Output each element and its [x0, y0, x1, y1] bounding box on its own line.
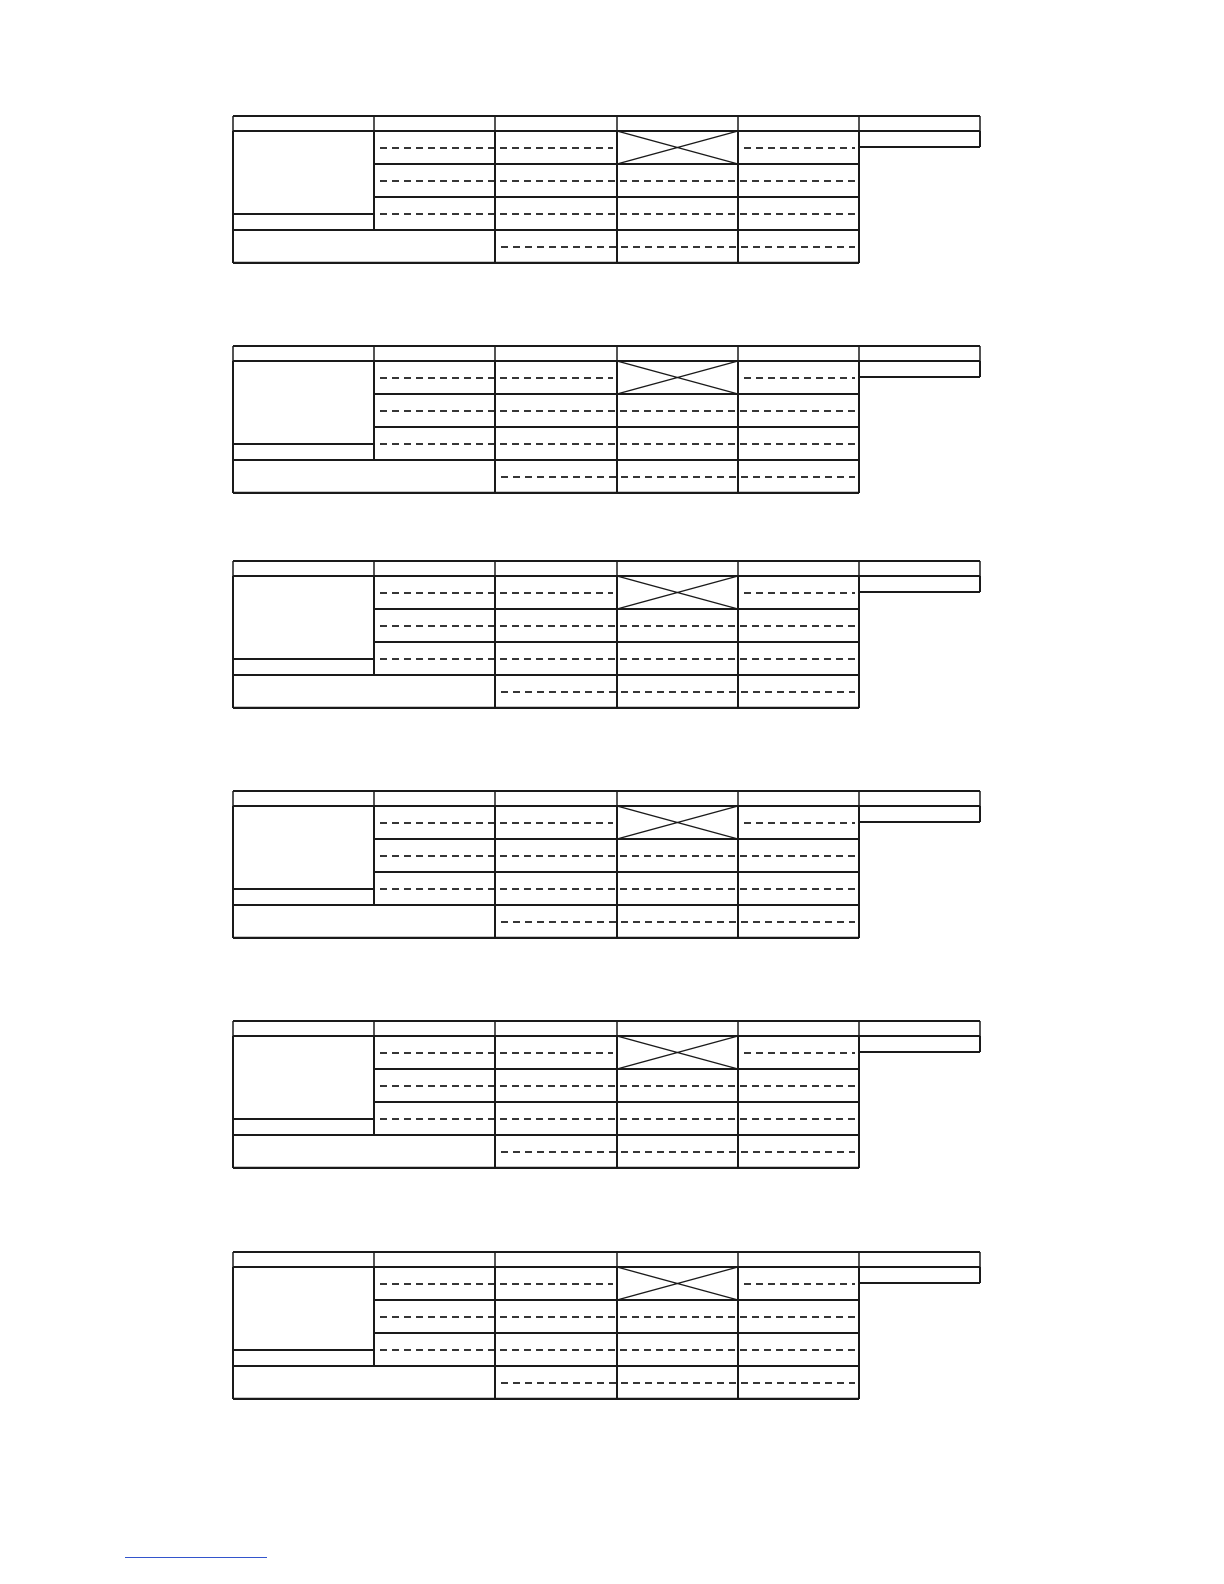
form-grid — [232, 1250, 982, 1400]
form-grid — [232, 789, 982, 939]
form-table-1 — [232, 114, 982, 264]
form-grid — [232, 1019, 982, 1169]
form-table-3 — [232, 559, 982, 709]
form-grid — [232, 114, 982, 264]
footnote-rule — [125, 1557, 267, 1558]
form-table-6 — [232, 1250, 982, 1400]
form-grid — [232, 344, 982, 494]
form-grid — [232, 559, 982, 709]
form-table-2 — [232, 344, 982, 494]
form-table-4 — [232, 789, 982, 939]
form-table-5 — [232, 1019, 982, 1169]
